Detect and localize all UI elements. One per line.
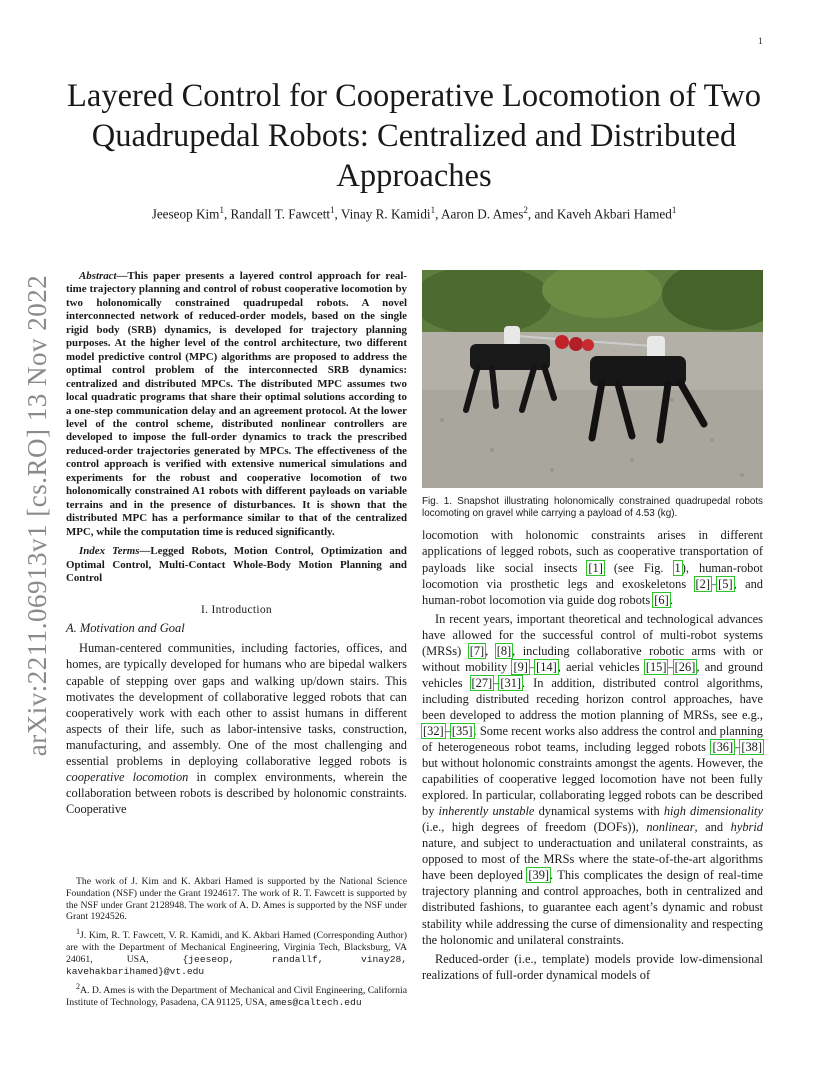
citation-link[interactable]: [27] — [471, 675, 493, 690]
right-paragraph-3: Reduced-order (i.e., template) models provide low-dimensional realizations of full-order dynamical models of — [422, 951, 763, 982]
footnote-emails-vt: {jeeseop, randallf, vinay28, kavehakbarihamed}@vt.edu — [66, 954, 407, 977]
paragraph-text: . In addition, distributed control algorithms, including distributed receding horizon control approaches, have been developed to address the motion planning of MRSs, see e.g., — [422, 675, 763, 722]
robots-photo-illustration — [422, 270, 763, 488]
paragraph-text: locomotion with holonomic constraints arises in different applications of legged robots, such as cooperative transportation of payloads like social insects — [422, 528, 763, 575]
paragraph-text: – — [493, 675, 500, 690]
emphasis-text: nonlinear — [646, 820, 695, 835]
index-terms — [66, 545, 407, 585]
abstract-label: Abstract — [79, 270, 117, 282]
footnotes — [66, 876, 407, 1011]
left-column — [66, 270, 407, 817]
paragraph-text: – — [734, 740, 741, 755]
emphasis-text: hybrid — [730, 820, 763, 835]
citation-link[interactable]: [2] — [695, 576, 710, 591]
paragraph-text: nature, and subject to underactuation and unilateral constraints, as opposed to most of the MRSs where the state-of-the-art algorithms have been deployed — [422, 836, 763, 883]
footnote-affiliation-2 — [66, 981, 407, 1009]
author-name: Randall T. Fawcett — [230, 206, 331, 222]
citation-link[interactable]: [6] — [654, 592, 669, 607]
paragraph-text: , and ground vehicles — [422, 659, 763, 690]
paragraph-text: , including collaborative robotic arms with or without mobility — [422, 643, 763, 674]
paper-title: Layered Control for Cooperative Locomotion of Two Quadrupedal Robots: Centralized and Distributed Approaches — [67, 78, 761, 194]
footnote-funding: The work of J. Kim and K. Akbari Hamed is supported by the National Science Foundation (NSF) under the Grant 1924617. The work of R. T. Fawcett is supported by the NSF under Grant 2128948. The work of A. D. Ames is supported by the NSF under Grant 1924526. — [66, 876, 407, 923]
citation-link[interactable]: [26] — [674, 659, 696, 674]
left-paragraph-text-1: Human-centered communities, including factories, offices, and homes, are typically developed for humans who are bipedal walkers capable of stepping over gaps and walking up/down stairs. This motivates the development of collaborative legged robots that can cooperatively work with each other to assist humans in different aspects of their life, such as labor-intensive tasks, construction, manufacturing, and assembly. One of the most challenging and essential problems in deploying collaborative legged robots is — [66, 641, 407, 768]
footnote-mark-2: 2 — [76, 981, 81, 991]
paragraph-text: (i.e., high degrees of freedom (DOFs)), — [422, 820, 647, 835]
author-affiliation-mark: 1 — [430, 205, 436, 215]
footnote-mark-1: 1 — [76, 927, 81, 937]
author-separator: , — [334, 206, 341, 222]
citation-link[interactable]: [32] — [423, 723, 444, 738]
index-terms-text: —Legged Robots, Motion Control, Optimization and Optimal Control, Multi-Contact Whole-Body Motion Planning and Control — [66, 545, 407, 584]
citation-link[interactable]: [5] — [718, 576, 733, 591]
paragraph-text: . Some recent works also address the control and planning of heterogeneous robot teams, including legged robots — [422, 723, 763, 755]
citation-link[interactable]: [31] — [500, 675, 522, 690]
section-heading: I. Introduction — [201, 604, 272, 617]
citation-link[interactable]: [35] — [451, 723, 473, 738]
author-affiliation-mark: 2 — [523, 205, 528, 215]
citation-link[interactable]: [39] — [528, 868, 550, 883]
citation-link[interactable]: [7] — [469, 643, 485, 658]
paragraph-text: – — [667, 659, 674, 674]
author-list — [60, 205, 768, 222]
arxiv-stamp — [6, 274, 70, 756]
emphasis-text: inherently unstable — [438, 804, 535, 819]
citation-link[interactable]: [8] — [496, 643, 512, 658]
paragraph-text: (see Fig. — [603, 560, 674, 575]
paragraph-text: but without holonomic constraints amongst the agents. However, the capabilities of cooperative legged locomotion have not been fully explored. In particular, collaborating legged robots can be described by — [422, 756, 763, 819]
right-paragraph-2 — [422, 611, 763, 948]
author-name: Jeeseop Kim — [151, 206, 220, 222]
abstract — [66, 270, 407, 539]
author-name: Kaveh Akbari Hamed — [556, 206, 672, 222]
citation-link[interactable]: [38] — [741, 740, 762, 755]
paragraph-text: , aerial vehicles — [557, 659, 645, 674]
left-body-paragraph — [66, 640, 407, 817]
paragraph-text: , — [485, 643, 496, 658]
citation-link[interactable]: [9] — [513, 659, 528, 674]
author-name: Aaron D. Ames — [440, 206, 524, 222]
citation-link[interactable]: [15] — [645, 659, 667, 674]
left-paragraph-text-2: in complex environments, wherein the collaboration between robots is described by holonomic constraints. Cooperative — [66, 769, 407, 816]
subsection-heading: A. Motivation and Goal — [66, 621, 185, 636]
author-name: Vinay R. Kamidi — [340, 206, 431, 222]
footnote-affiliation-1-text: J. Kim, R. T. Fawcett, V. R. Kamidi, and K. Akbari Hamed (Corresponding Author) are with the Department of Mechanical Engineering, Virginia Tech, Blacksburg, VA 24061, USA, — [66, 930, 407, 966]
author-separator: , — [435, 206, 441, 222]
author-affiliation-mark: 1 — [219, 205, 224, 215]
figure-caption: Fig. 1. Snapshot illustrating holonomically constrained quadrupedal robots locomoting on gravel while carrying a payload of 4.53 (kg). — [422, 496, 763, 520]
paragraph-text: – — [528, 659, 536, 674]
citation-link[interactable]: [14] — [536, 659, 557, 674]
page-number: 1 — [758, 36, 763, 46]
figure-robots-photo — [422, 270, 763, 488]
paragraph-text: ), human-robot locomotion via prosthetic legs and exoskeletons — [422, 560, 763, 591]
paragraph-text: In recent years, important theoretical and technological advances have allowed for the successful control of multi-robot systems (MRSs) — [422, 611, 763, 658]
paragraph-text: – — [444, 723, 451, 738]
left-paragraph-emphasis: cooperative locomotion — [66, 769, 189, 784]
paragraph-text: . This complicates the design of real-time trajectory planning and control approaches, both in centralized and distributed fashions, to guarantee each agent’s dynamic and robust stability while addressing the curse of dimensionality and respecting the holonomic and unilateral constraints. — [422, 868, 763, 947]
footnote-affiliation-1 — [66, 926, 407, 977]
index-terms-label: Index Terms — [79, 545, 140, 558]
citation-link[interactable]: [36] — [712, 740, 734, 755]
right-column — [422, 270, 763, 983]
right-paragraph-1 — [422, 527, 763, 607]
arxiv-id[interactable]: arXiv:2211.06913v1 [cs.RO] 13 Nov 2022 — [22, 274, 53, 756]
author-separator: , and — [527, 206, 557, 222]
paragraph-text: – — [710, 576, 718, 591]
paragraph-text: dynamical systems with — [534, 804, 664, 819]
citation-link[interactable]: 1 — [674, 560, 681, 575]
author-separator: , — [223, 206, 231, 222]
citation-link[interactable]: [1] — [588, 560, 603, 575]
paragraph-text: , and — [694, 820, 731, 835]
paragraph-text: , and human-robot locomotion via guide dog robots — [422, 576, 763, 607]
author-affiliation-mark: 1 — [330, 205, 335, 215]
emphasis-text: high dimensionality — [663, 804, 763, 819]
abstract-text: —This paper presents a layered control approach for real-time trajectory planning and control of robust cooperative locomotion by two holonomically constrained quadrupedal robots. A novel interconnected network of reduced-order models, based on the single rigid body (SRB) dynamics, is developed for trajectory planning purposes. At the higher level of the control architecture, two different model predictive control (MPC) algorithms are proposed to address the optimal control problem of the interconnected SRB dynamics: centralized and distributed MPCs. The distributed MPC assumes two local quadratic programs that share their optimal solutions according to a one-step communication delay and an agreement protocol. At the lower level of the control scheme, distributed nonlinear controllers are developed to impose the full-order dynamics to track the prescribed reduced-order trajectories generated by MPCs. The effectiveness of the control approach is verified with extensive numerical simulations and experiments for the robust and cooperative locomotion of two holonomically constrained A1 robots with different payloads on variable terrains and in the presence of disturbances. It is shown that the distributed MPC has a performance similar to that of the centralized MPC, while the computation time is reduced significantly. — [66, 270, 407, 538]
author-affiliation-mark: 1 — [671, 205, 677, 215]
footnote-email-caltech: ames@caltech.edu — [269, 996, 362, 1008]
paragraph-text: . — [669, 592, 673, 607]
footnote-affiliation-2-text: A. D. Ames is with the Department of Mechanical and Civil Engineering, California Institute of Technology, Pasadena, CA 91125, USA, — [66, 984, 407, 1008]
